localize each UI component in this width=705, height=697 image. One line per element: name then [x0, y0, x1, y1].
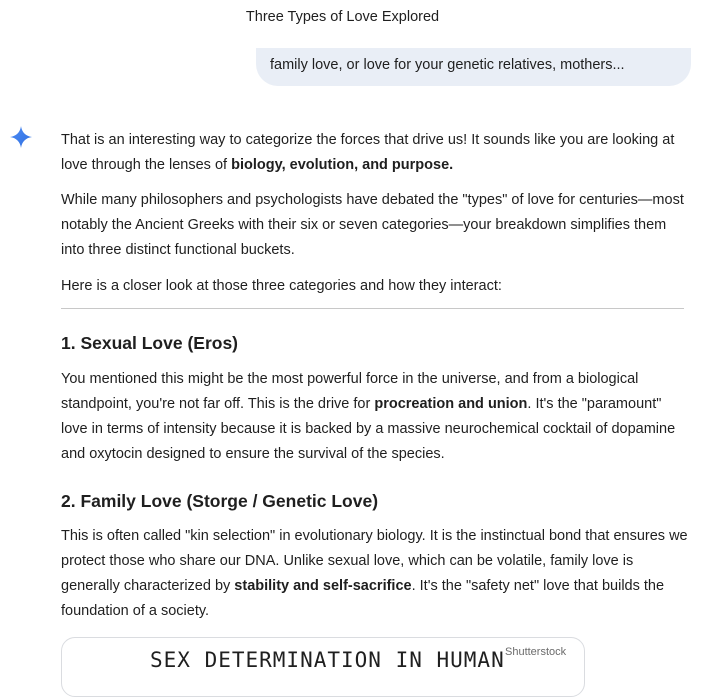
user-message-text: family love, or love for your genetic relatives, mothers...	[270, 57, 625, 73]
intro-text: That is an interesting way to categorize the forces that drive us! It sounds like you are looking at love through the lenses of	[61, 132, 675, 173]
top-bar	[0, 0, 705, 36]
conversation-title[interactable]: Three Types of Love Explored	[245, 9, 440, 25]
response-paragraph-intro	[61, 128, 691, 178]
user-message-bubble	[256, 48, 691, 86]
intro-emphasis: biology, evolution, and purpose.	[231, 157, 454, 173]
section2-emphasis: stability and self-sacrifice	[234, 578, 412, 594]
section1-text-c: . It's the "paramount" love in terms of intensity because it is backed by a massive neurochemical cocktail of dopamine and oxytocin designed to ensure the survival of the species.	[61, 396, 676, 462]
section2-text-a: This is often called "kin selection" in evolutionary biology. It is the instinctual bond that ensures we protect those who share our DNA. Unlike sexual love, which can be volatile, family love is generally characterized by	[61, 528, 688, 594]
image-caption: SEX DETERMINATION IN HUMAN	[150, 648, 505, 672]
section-body-sexual-love	[61, 367, 691, 467]
section-divider	[61, 308, 684, 309]
section-heading-family-love: 2. Family Love (Storge / Genetic Love)	[61, 491, 379, 511]
section-heading-sexual-love: 1. Sexual Love (Eros)	[61, 333, 239, 353]
image-watermark: Shutterstock	[505, 646, 567, 658]
assistant-response	[61, 128, 691, 624]
section-body-family-love	[61, 524, 691, 624]
image-card[interactable]	[61, 637, 585, 697]
section1-emphasis: procreation and union	[374, 396, 528, 412]
gemini-sparkle-icon	[9, 125, 33, 149]
section1-text-a: You mentioned this might be the most powerful force in the universe, and from a biological standpoint, you're not far off. This is the drive for	[61, 371, 639, 412]
response-paragraph-context: While many philosophers and psychologists have debated the "types" of love for centuries—most notably the Ancient Greeks with their six or seven categories—your breakdown simplifies them into three distinct functional buckets.	[61, 192, 684, 258]
response-paragraph-lead-in: Here is a closer look at those three categories and how they interact:	[61, 278, 502, 294]
section2-text-c: . It's the "safety net" love that builds the foundation of a society.	[61, 578, 665, 619]
